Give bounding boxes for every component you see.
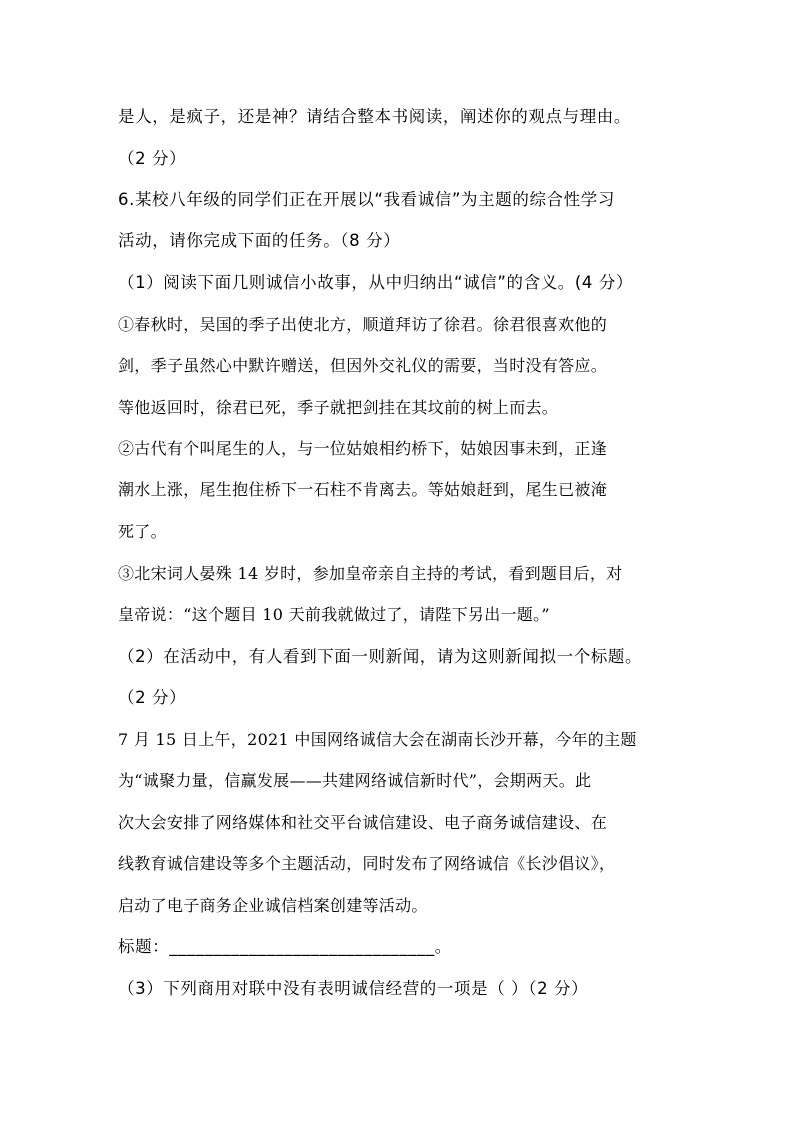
line-q6-stem-2: 活动，请你完成下面的任务。（8 分） (118, 231, 401, 250)
line-story1-c: 等他返回时，徐君已死，季子就把剑挂在其坟前的树上而去。 (118, 398, 559, 417)
line-news-c: 次大会安排了网络媒体和社交平台诚信建设、电子商务诚信建设、在 (118, 813, 608, 832)
line-q6-part2-prompt: （2）在活动中，有人看到下面一则新闻，请为这则新闻拟一个标题。 (118, 647, 643, 666)
line-story3-a: ③北宋词人晏殊 14 岁时，参加皇帝亲自主持的考试，看到题目后，对 (118, 564, 623, 583)
line-q6-stem-1: 6.某校八年级的同学们正在开展以“我看诚信”为主题的综合性学习 (118, 190, 615, 209)
line-q5-score: （2 分） (118, 149, 187, 168)
line-story3-b: 皇帝说：“这个题目 10 天前我就做过了，请陛下另出一题。” (118, 605, 550, 624)
line-story2-c: 死了。 (118, 522, 167, 541)
line-q6-part1-prompt: （1）阅读下面几则诚信小故事，从中归纳出“诚信”的含义。(4 分） (118, 273, 634, 292)
line-news-a: 7 月 15 日上午，2021 中国网络诚信大会在湖南长沙开幕，今年的主题 (118, 730, 637, 749)
line-q6-part3-prompt: （3）下列商用对联中没有表明诚信经营的一项是（ ）（2 分） (118, 979, 589, 998)
line-title-answer: 标题：______________________________。 (118, 937, 452, 956)
line-news-d: 线教育诚信建设等多个主题活动，同时发布了网络诚信《长沙倡议》， (118, 854, 616, 873)
line-story2-a: ②古代有个叫尾生的人，与一位姑娘相约桥下，姑娘因事未到，正逢 (118, 439, 608, 458)
line-news-b: 为“诚聚力量，信赢发展——共建网络诚信新时代”，会期两天。此 (118, 771, 592, 790)
line-story1-a: ①春秋时，吴国的季子出使北方，顺道拜访了徐君。徐君很喜欢他的 (118, 315, 608, 334)
line-news-e: 启动了电子商务企业诚信档案创建等活动。 (118, 896, 428, 915)
line-story2-b: 潮水上涨，尾生抱住桥下一石柱不肯离去。等姑娘赶到，尾生已被淹 (118, 480, 608, 499)
line-q6-part2-score: （2 分） (118, 688, 187, 707)
line-continuation-question-5: 是人，是疯子，还是神？请结合整本书阅读，阐述你的观点与理由。 (118, 107, 631, 126)
line-story1-b: 剑，季子虽然心中默许赠送，但因外交礼仪的需要，当时没有答应。 (118, 356, 608, 375)
